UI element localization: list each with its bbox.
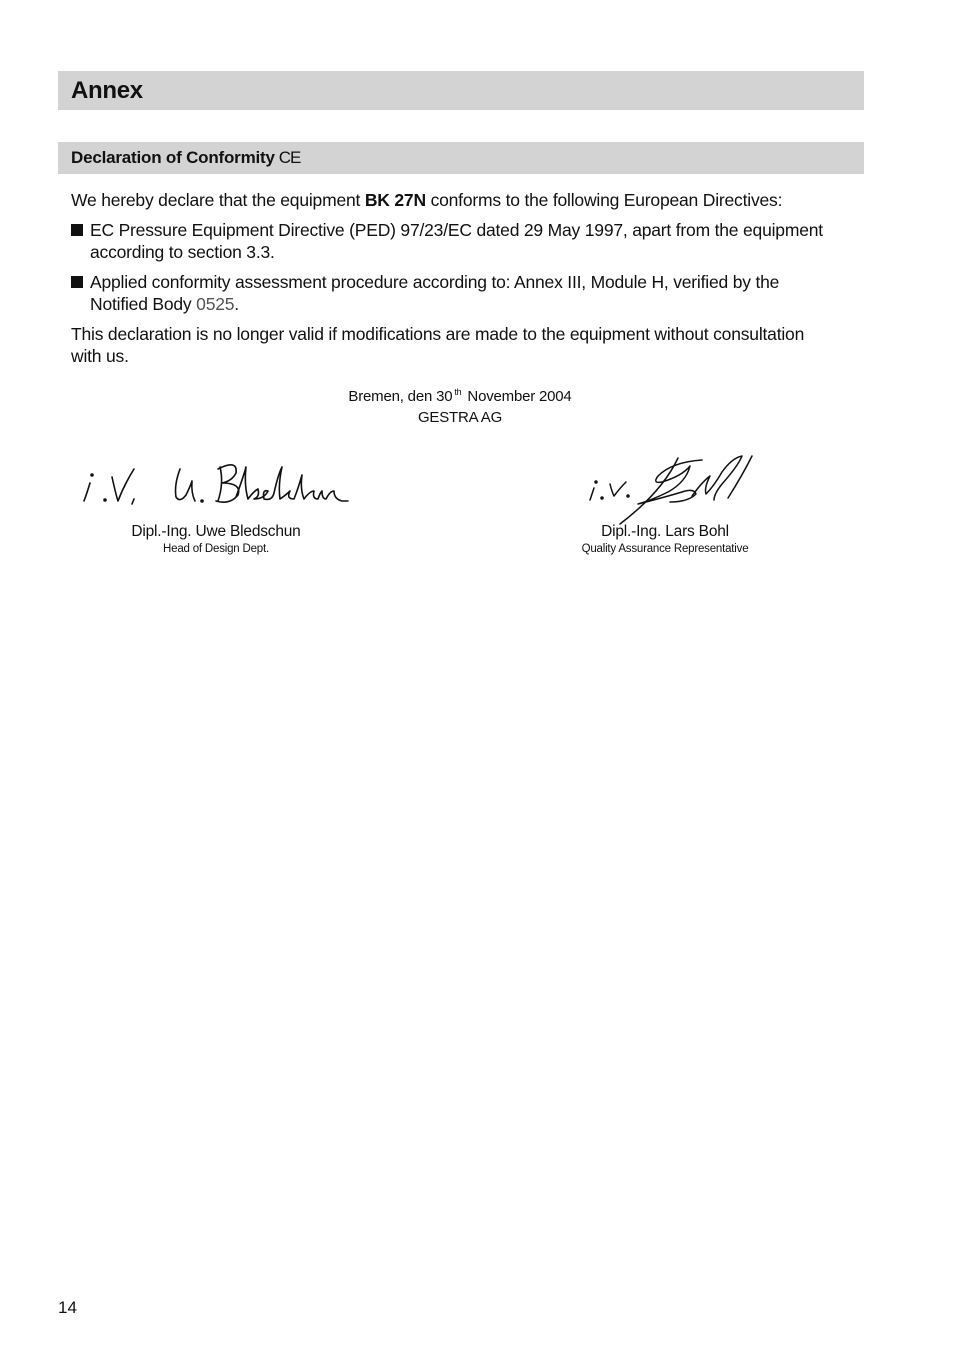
intro-after: conforms to the following European Directives: xyxy=(425,190,783,210)
place-date-rest: November 2004 xyxy=(463,388,572,405)
intro-before: We hereby declare that the equipment xyxy=(71,190,365,210)
validity-note: This declaration is no longer valid if modifications are made to the equipment without consultation with us. xyxy=(71,324,805,366)
signer-name: Dipl.-Ing. Uwe Bledschun xyxy=(131,523,301,540)
place-date-suffix: th xyxy=(454,387,462,397)
bullet-end: . xyxy=(234,294,239,314)
signer-role: Head of Design Dept. xyxy=(163,543,269,555)
place-date-prefix: Bremen, den 30 xyxy=(348,388,453,405)
section-title: Annex xyxy=(71,77,143,104)
bullet-square-icon xyxy=(71,276,83,288)
bullet-text-wrap xyxy=(71,271,831,315)
list-item xyxy=(71,219,831,263)
signer-bledschun xyxy=(96,522,336,557)
page-number: 14 xyxy=(58,1298,77,1317)
list-item xyxy=(71,271,831,315)
place-date-block xyxy=(300,386,620,428)
intro-paragraph xyxy=(71,189,831,211)
bullet-text: EC Pressure Equipment Directive (PED) 97/23/EC dated 29 May 1997, apart from the equipment according to section 3.3. xyxy=(90,220,823,262)
equipment-name: BK 27N xyxy=(364,190,426,210)
notified-body-number: 0525 xyxy=(196,294,235,314)
signature-bledschun xyxy=(78,455,353,510)
signer-name: Dipl.-Ing. Lars Bohl xyxy=(601,523,729,540)
bullet-square-icon xyxy=(71,224,83,236)
company-name: GESTRA AG xyxy=(417,409,503,426)
bullet-text: Applied conformity assessment procedure according to: Annex III, Module H, verified by the Notified Body xyxy=(90,272,780,314)
signature-bohl xyxy=(582,452,762,526)
signer-role: Quality Assurance Representative xyxy=(581,543,749,555)
place-date xyxy=(300,386,620,407)
ce-mark-icon: CE xyxy=(278,148,301,167)
signer-bohl xyxy=(545,522,785,557)
subsection-title xyxy=(71,142,864,174)
section-header-bar xyxy=(58,71,864,110)
subsection-title-text: Declaration of Conformity xyxy=(71,148,275,167)
subsection-header-bar xyxy=(58,142,864,174)
